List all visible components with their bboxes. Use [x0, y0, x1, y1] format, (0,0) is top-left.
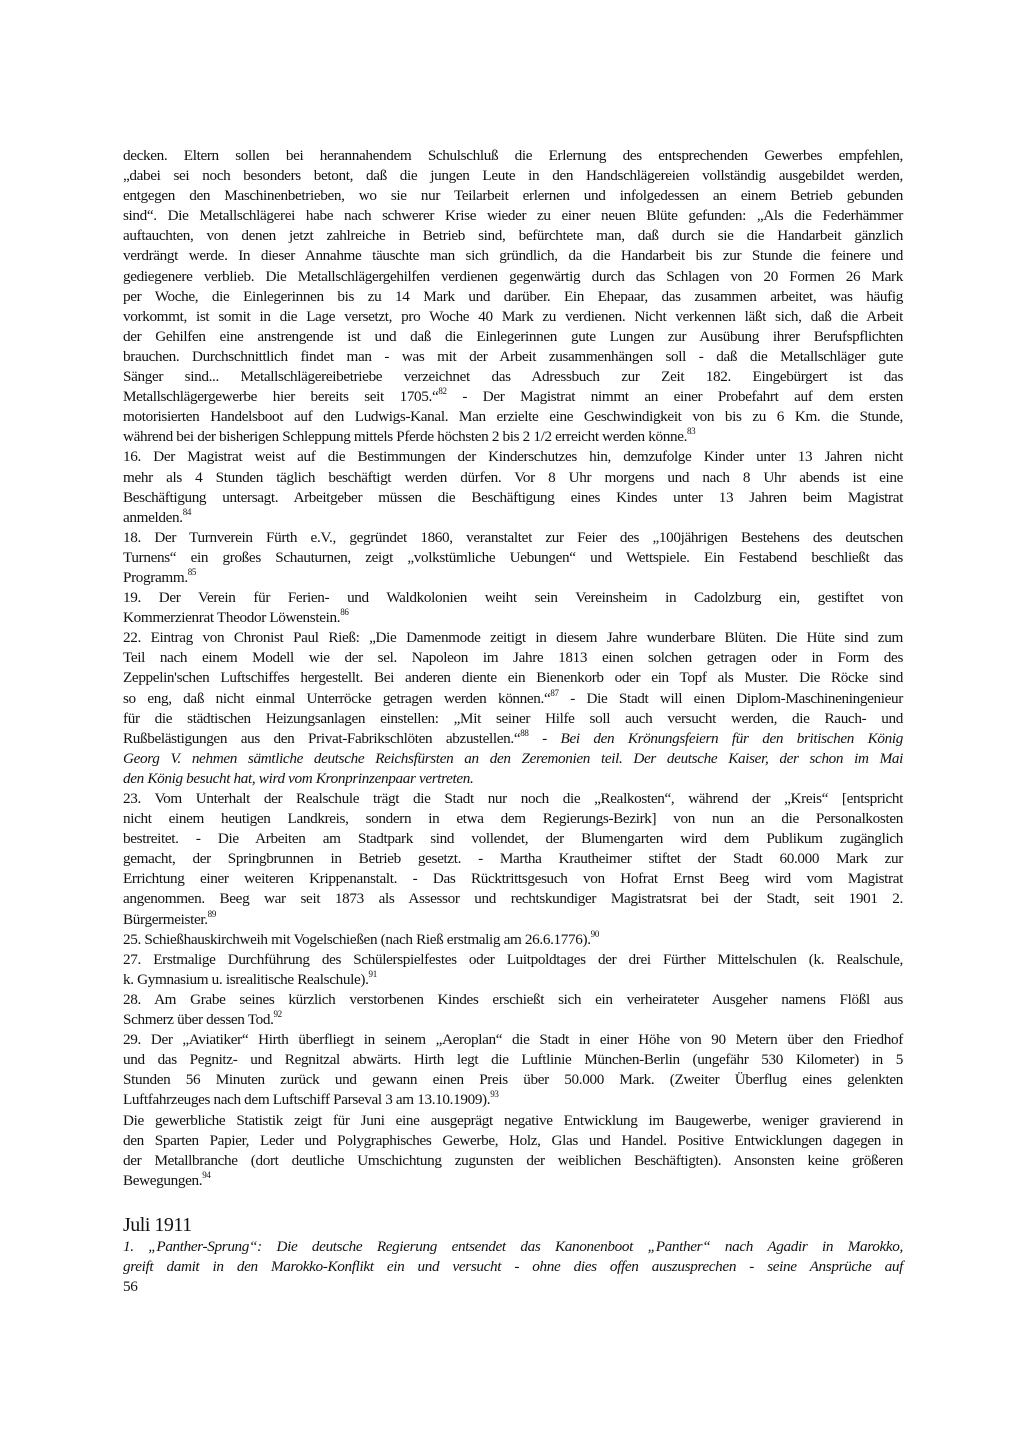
text-line: Rußbelästigungen aus den Privat-Fabrikschlöten abzustellen.“$^{88}$ - Bei den Krönungsfeiern für den britischen König: [123, 727, 903, 747]
text-line: Bürgermeister.$^{89}$: [123, 908, 216, 928]
text-line: mehr als 4 Stunden täglich beschäftigt werden dürfen. Vor 8 Uhr morgens und nach 8 Uhr abends ist eine: [123, 468, 903, 486]
text-line: und das Pegnitz- und Regnitzal abwärts. Hirth legt die Luftlinie München-Berlin (ungefähr 530 Kilometer) in 5: [123, 1051, 903, 1069]
text-line: gediegenere verblieb. Die Metallschlägergehilfen verdienen gegenwärtig durch das Schlagen von 20 Formen 26 Mark: [123, 267, 903, 285]
footnote-marker: 93: [490, 1089, 499, 1100]
text-line: Zeppelin'schen Luftschiffes hergestellt. Bei anderen diente ein Bienenkorb oder ein Topf als Muster. Die Röcke sind: [123, 669, 903, 687]
text-line: angenommen. Beeg war seit 1873 als Assessor und rechtskundiger Magistratsrat bei der Stadt, seit 1901 2.: [123, 890, 903, 908]
footnote-marker: 89: [207, 908, 216, 919]
text-line: bestreitet. - Die Arbeiten am Stadtpark sind vollendet, der Blumengarten wird dem Publikum zugänglich: [123, 830, 903, 848]
paragraph-p-intro: [123, 146, 903, 447]
text-line: 23. Vom Unterhalt der Realschule trägt die Stadt nur noch die „Realkosten“, während der „Kreis“ [entspricht: [123, 790, 903, 807]
text-line: während bei der bisherigen Schleppung mittels Pferde höchsten 2 bis 2 1/2 erreicht werden könne.$^{83}$: [123, 426, 696, 446]
text-line: Stunden 56 Minuten zurück und gewann einen Preis über 50.000 Mark. (Zweiter Überflug eines gelenkten: [123, 1071, 903, 1089]
text-line: 1. „Panther-Sprung“: Die deutsche Regierung entsendet das Kanonenboot „Panther“ nach Agadir in Marokko,: [123, 1237, 903, 1255]
text-line: 18. Der Turnverein Fürth e.V., gegründet 1860, veranstaltet zur Feier des „100jährigen Bestehens des deutschen: [123, 528, 903, 546]
text-line: der Gehilfen eine anstrengende ist und daß die Einlegerinnen gute Lungen zur Ausübung ihrer Berufspflichten: [123, 327, 903, 345]
footnote-marker: 94: [202, 1169, 211, 1180]
text-line: Schmerz über dessen Tod.$^{92}$: [123, 1009, 282, 1029]
text-line: 28. Am Grabe seines kürzlich verstorbenen Kindes erschießt sich ein verheirateter Ausgeher namens Flößl aus: [123, 990, 903, 1008]
text-line: gemacht, der Springbrunnen in Betrieb gesetzt. - Martha Krautheimer stiftet der Stadt 60.000 Mark zur: [123, 850, 903, 868]
footnote-marker: 91: [368, 968, 377, 979]
footnote-marker: 83: [687, 426, 696, 437]
paragraph-p-23: [123, 789, 903, 930]
footnote-marker: 88: [520, 727, 529, 738]
paragraph-p-28: [123, 990, 903, 1030]
text-line: per Woche, die Einlegerinnen bis zu 14 Mark und darüber. Ein Ehepaar, das zusammen arbeitet, was häufig: [123, 287, 903, 305]
text-line: entgegen den Maschinenbetrieben, wo sie nur Teilarbeit erlernen und infolgedessen an einem Betrieb gebunden: [123, 187, 903, 205]
paragraph-p-18: [123, 528, 903, 588]
paragraph-p-statistik: [123, 1111, 903, 1191]
paragraph-p-27: [123, 950, 903, 990]
footnote-marker: 86: [340, 607, 349, 618]
text-line: den König besucht hat, wird vom Kronprinzenpaar vertreten.: [123, 769, 474, 787]
july-entry: [123, 1237, 903, 1277]
text-line: anmelden.$^{84}$: [123, 506, 191, 526]
text-line: Georg V. nehmen sämtliche deutsche Reichsfürsten an den Zeremonien teil. Der deutsche Kaiser, der schon im Mai: [123, 749, 903, 767]
text-line: 27. Erstmalige Durchführung des Schülerspielfestes oder Luitpoldtages der drei Fürther Mittelschulen (k. Realschule,: [123, 950, 903, 968]
document-page: [123, 146, 903, 1297]
paragraph-p-19: [123, 588, 903, 628]
text-line: sind“. Die Metallschlägerei habe nach schwerer Krise wieder zu einer neuen Blüte gefunden: „Als die Federhämmer: [123, 207, 903, 225]
text-line: den Sparten Papier, Leder und Polygraphisches Gewerbe, Holz, Glas und Handel. Positive Entwicklungen dagegen in: [123, 1131, 903, 1149]
text-line: Kommerzienrat Theodor Löwenstein.$^{86}$: [123, 607, 349, 627]
text-line: 29. Der „Aviatiker“ Hirth überfliegt in seinem „Aeroplan“ die Stadt in einer Höhe von 90 Metern über den Friedhof: [123, 1031, 903, 1049]
text-line: motorisierten Handelsboot auf den Ludwigs-Kanal. Man erzielte eine Geschwindigkeit von bis zu 6 Km. die Stunde,: [123, 408, 903, 426]
footnote-marker: 92: [273, 1009, 282, 1020]
paragraph-p-25: [123, 930, 903, 950]
text-line: 16. Der Magistrat weist auf die Bestimmungen der Kinderschutzes hin, demzufolge Kinder unter 13 Jahren nicht: [123, 448, 903, 466]
text-line: Beschäftigung untersagt. Arbeitgeber müssen die Beschäftigung eines Kindes unter 13 Jahren beim Magistrat: [123, 488, 903, 506]
footnote-marker: 85: [187, 566, 197, 577]
text-line: decken. Eltern sollen bei herannahendem Schulschluß die Erlernung des entsprechenden Gewerbes empfehlen,: [123, 147, 903, 164]
footnote-marker: 90: [590, 928, 599, 939]
text-line: nicht einem heutigen Landkreis, sondern in etwa dem Regierungs-Bezirk] von nun an die Personalkosten: [123, 810, 903, 828]
footnote-marker: 84: [182, 506, 191, 517]
text-line: Programm.$^{85}$: [123, 566, 197, 586]
body-text: [123, 146, 903, 1191]
paragraph-p-16: [123, 447, 903, 527]
text-line: greift damit in den Marokko-Konflikt ein und versucht - ohne dies offen auszusprechen - seine Ansprüche auf: [123, 1257, 903, 1275]
text-line: brauchen. Durchschnittlich findet man - was mit der Arbeit zusammenhängen soll - daß die Metallschläger gute: [123, 347, 903, 365]
text-line: Luftfahrzeuges nach dem Luftschiff Parseval 3 am 13.10.1909).$^{93}$: [123, 1089, 499, 1109]
text-line: vorkommt, ist somit in die Lage versetzt, pro Woche 40 Mark zu verdienen. Nicht verkennen läßt sich, daß die Arbeit: [123, 307, 903, 325]
paragraph-p-29: [123, 1030, 903, 1110]
text-line: Sänger sind... Metallschlägereibetriebe verzeichnet das Adressbuch zur Zeit 182. Eingebürgert ist das: [123, 368, 903, 386]
text-line: 22. Eintrag von Chronist Paul Rieß: „Die Damenmode zeitigt in diesem Jahre wunderbare Blüten. Die Hüte sind zum: [123, 629, 903, 647]
footnote-marker: 87: [550, 687, 559, 698]
text-line: Die gewerbliche Statistik zeigt für Juni eine ausgeprägt negative Entwicklung im Baugewerbe, weniger gravierend in: [123, 1111, 903, 1129]
text-line: Teil nach einem Modell wie der sel. Napoleon im Jahre 1813 einen solchen getragen oder in Form des: [123, 649, 903, 667]
text-line: k. Gymnasium u. isrealitische Realschule).$^{91}$: [123, 968, 377, 988]
text-line: Bewegungen.$^{94}$: [123, 1169, 211, 1189]
text-line: so eng, daß nicht einmal Unterröcke getragen werden können.“$^{87}$ - Die Stadt will einen Diplom-Maschineningenieur: [123, 687, 904, 707]
text-line: Errichtung einer weiteren Krippenanstalt. - Das Rücktrittsgesuch von Hofrat Ernst Beeg wird vom Magistrat: [123, 870, 903, 888]
text-line: 19. Der Verein für Ferien- und Waldkolonien weiht sein Vereinsheim in Cadolzburg ein, gestiftet von: [123, 589, 903, 607]
text-line: verdrängt werde. In dieser Annahme täuschte man sich gründlich, da die Handarbeit bis zur Stunde die feinere und: [123, 247, 903, 265]
text-line: 25. Schießhauskirchweih mit Vogelschießen (nach Rieß erstmalig am 26.6.1776).$^{90}$: [123, 928, 599, 948]
text-line: „dabei sei noch besonders betont, daß die jungen Leute in den Handschlägereien vollständig ausgebildet werden,: [123, 167, 903, 185]
text-line: der Metallbranche (dort deutliche Umschichtung zugunsten der weiblichen Beschäftigten). Ansonsten keine größeren: [123, 1151, 903, 1169]
text-line: Turnens“ ein großes Schauturnen, zeigt „volkstümliche Uebungen“ und Wettspiele. Ein Festabend beschließt das: [123, 548, 903, 566]
page-number: 56: [123, 1278, 138, 1296]
month-heading: Juli 1911: [123, 1213, 192, 1236]
text-line: Metallschlägergewerbe hier bereits seit 1705.“$^{82}$ - Der Magistrat nimmt an einer Probefahrt auf dem ersten: [123, 386, 903, 406]
paragraph-p-22: [123, 628, 903, 789]
text-line: auftauchten, von denen jetzt zahlreiche in Betrieb sind, befürchtete man, daß durch sie die Handarbeit gänzlich: [123, 227, 903, 245]
footnote-marker: 82: [438, 386, 447, 397]
text-line: für die städtischen Heizungsanlagen einstellen: „Mit seiner Hilfe soll auch versucht werden, die Rauch- und: [123, 709, 903, 727]
